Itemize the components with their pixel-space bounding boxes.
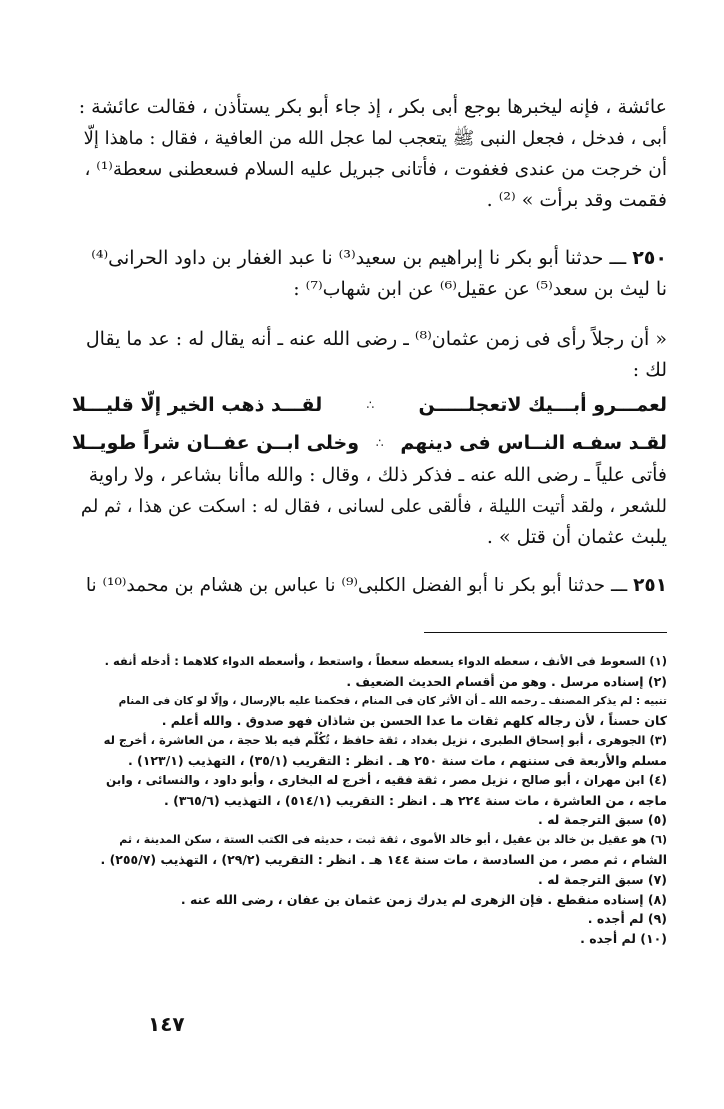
text-line: عائشة ، فإنه ليخبرها بوجع أبى بكر ، إذ جاء أبو بكر يستأذن ، فقالت عائشة : xyxy=(78,96,667,118)
footnote-line: (٧) سبق الترجمة له . xyxy=(538,871,667,887)
footnote-line: ماجه ، من العاشرة ، مات سنة ٢٢٤ هـ . انظر : التقريب (٥١٤/١) ، التهذيب (٣٦٥/٦) . xyxy=(164,792,667,808)
text-line: فأتى علياً ـ رضى الله عنه ـ فذكر ذلك ، وقال : والله ماأنا بشاعر ، ولا راوية xyxy=(88,464,667,486)
footnotes xyxy=(100,652,667,949)
paragraph-continuation xyxy=(72,92,667,216)
footnote-line: (٥) سبق الترجمة له . xyxy=(538,812,667,828)
footnote-line: (٣) الجوهرى ، أبو إسحاق الطبرى ، نزيل بغداد ، ثقة حافظ ، تُكُلّم فيه بلا حجة ، من العاشرة ، أخرج له xyxy=(103,733,667,748)
text-line: للشعر ، ولقد أتيت الليلة ، فألقى على لسانى ، فقال له : اسكت عن هذا ، ثم لم xyxy=(80,496,667,517)
text-line: أبى ، فدخل ، فجعل النبى ﷺ يتعجب لما عجل الله من العافية ، فقال : ماهذا إلّا xyxy=(83,128,667,149)
footnote-line: (٩) لم أجده . xyxy=(587,911,667,927)
verse-separator: ∴ xyxy=(375,436,384,450)
text-line: نا ليث بن سعد⁽⁵⁾ عن عقيل⁽⁶⁾ عن ابن شهاب⁽⁷⁾ : xyxy=(293,278,667,300)
footnote-divider xyxy=(424,632,667,633)
text-line xyxy=(72,570,667,601)
verse-second-hemistich: لقـــد ذهب الخير إلّا قليـــلا xyxy=(72,394,323,416)
text-line: « أن رجلاً رأى فى زمن عثمان⁽⁸⁾ ـ رضى الله عنه ـ أنه يقال له : عد ما يقال xyxy=(85,328,667,350)
hadith-text: ـــ حدثنا أبو بكر نا أبو الفضل الكلبى⁽⁹⁾ نا عباس بن هشام بن محمد⁽¹⁰⁾ نا xyxy=(85,575,628,596)
footnote-line: (٨) إسناده منقطع . فإن الزهرى لم يدرك زمن عثمان بن عفان ، رضى الله عنه . xyxy=(180,891,667,907)
hadith-251 xyxy=(72,570,667,601)
text-line: أن خرجت من عندى فغفوت ، فأتانى جبريل عليه السلام فسعطنى سعطة⁽¹⁾ ، xyxy=(84,159,667,180)
hadith-number: ٢٥٠ xyxy=(632,247,667,269)
footnote-line: مسلم والأربعة فى سننهم ، مات سنة ٢٥٠ هـ . انظر : التقريب (٣٥/١) ، التهذيب (١٢٣/١) . xyxy=(127,752,667,768)
footnote-line: (١) السعوط فى الأنف ، سعطه الدواء يسعطه سعطاً ، واستعط ، وأسعطه الدواء كلاهما : أدخله أنفه . xyxy=(104,654,667,668)
hadith-text: ـــ حدثنا أبو بكر نا إبراهيم بن سعيد⁽³⁾ نا عبد الغفار بن داود الحرانى⁽⁴⁾ xyxy=(91,247,627,269)
footnote-line: كان حسناً ، لأن رجاله كلهم ثقات ما عدا الحسن بن شاذان فهو صدوق . والله أعلم . xyxy=(161,713,667,729)
footnote-line: (٤) ابن مهران ، أبو صالح ، نزيل مصر ، ثقة فقيه ، أخرج له البخارى ، وأبو داود ، والنسائى ، وابن xyxy=(105,772,667,787)
footnote-line: (٦) هو عقيل بن خالد بن عقيل ، أبو خالد الأموى ، ثقة ثبت ، حديثه فى الكتب الستة ، سكن المدينة ، ثم xyxy=(119,833,667,847)
footnote-line: تنبيه : لم يذكر المصنف ـ رحمه الله ـ أن الأثر كان فى المنام ، فحكمنا عليه بالإرسال ، وإلّا لو كان فى المنام xyxy=(118,694,667,707)
footnote-line: (٢) إسناده مرسل . وهو من أقسام الحديث الضعيف . xyxy=(346,673,667,689)
verse-first-hemistich: لقـد سفـه النــاس فى دينهم xyxy=(400,432,667,454)
verse-second-hemistich: وخلى ابــن عفــان شراً طويــلا xyxy=(72,432,360,454)
verse-first-hemistich: لعمـــرو أبـــيك لاتعجلـــــن xyxy=(418,394,667,416)
hadith-number: ٢٥١ xyxy=(633,575,667,596)
narration-paragraph xyxy=(72,324,667,386)
verse-separator: ∴ xyxy=(366,398,375,412)
text-line xyxy=(72,243,667,274)
text-line: فقمت وقد برأت » ⁽²⁾ . xyxy=(486,189,667,211)
poem-verse xyxy=(72,386,667,424)
poem xyxy=(72,386,667,462)
hadith-250 xyxy=(72,243,667,305)
footnote-line: (١٠) لم أجده . xyxy=(580,931,667,947)
page-number: ١٤٧ xyxy=(148,1012,185,1036)
narration-paragraph xyxy=(72,460,667,553)
text-line: يلبث عثمان أن قتل » . xyxy=(486,526,667,548)
text-line: لك : xyxy=(632,359,667,381)
poem-verse xyxy=(72,424,667,462)
footnote-line: الشام ، ثم مصر ، من السادسة ، مات سنة ١٤٤ هـ . انظر : التقريب (٢٩/٢) ، التهذيب (٢٥٥/٧) . xyxy=(100,851,667,867)
